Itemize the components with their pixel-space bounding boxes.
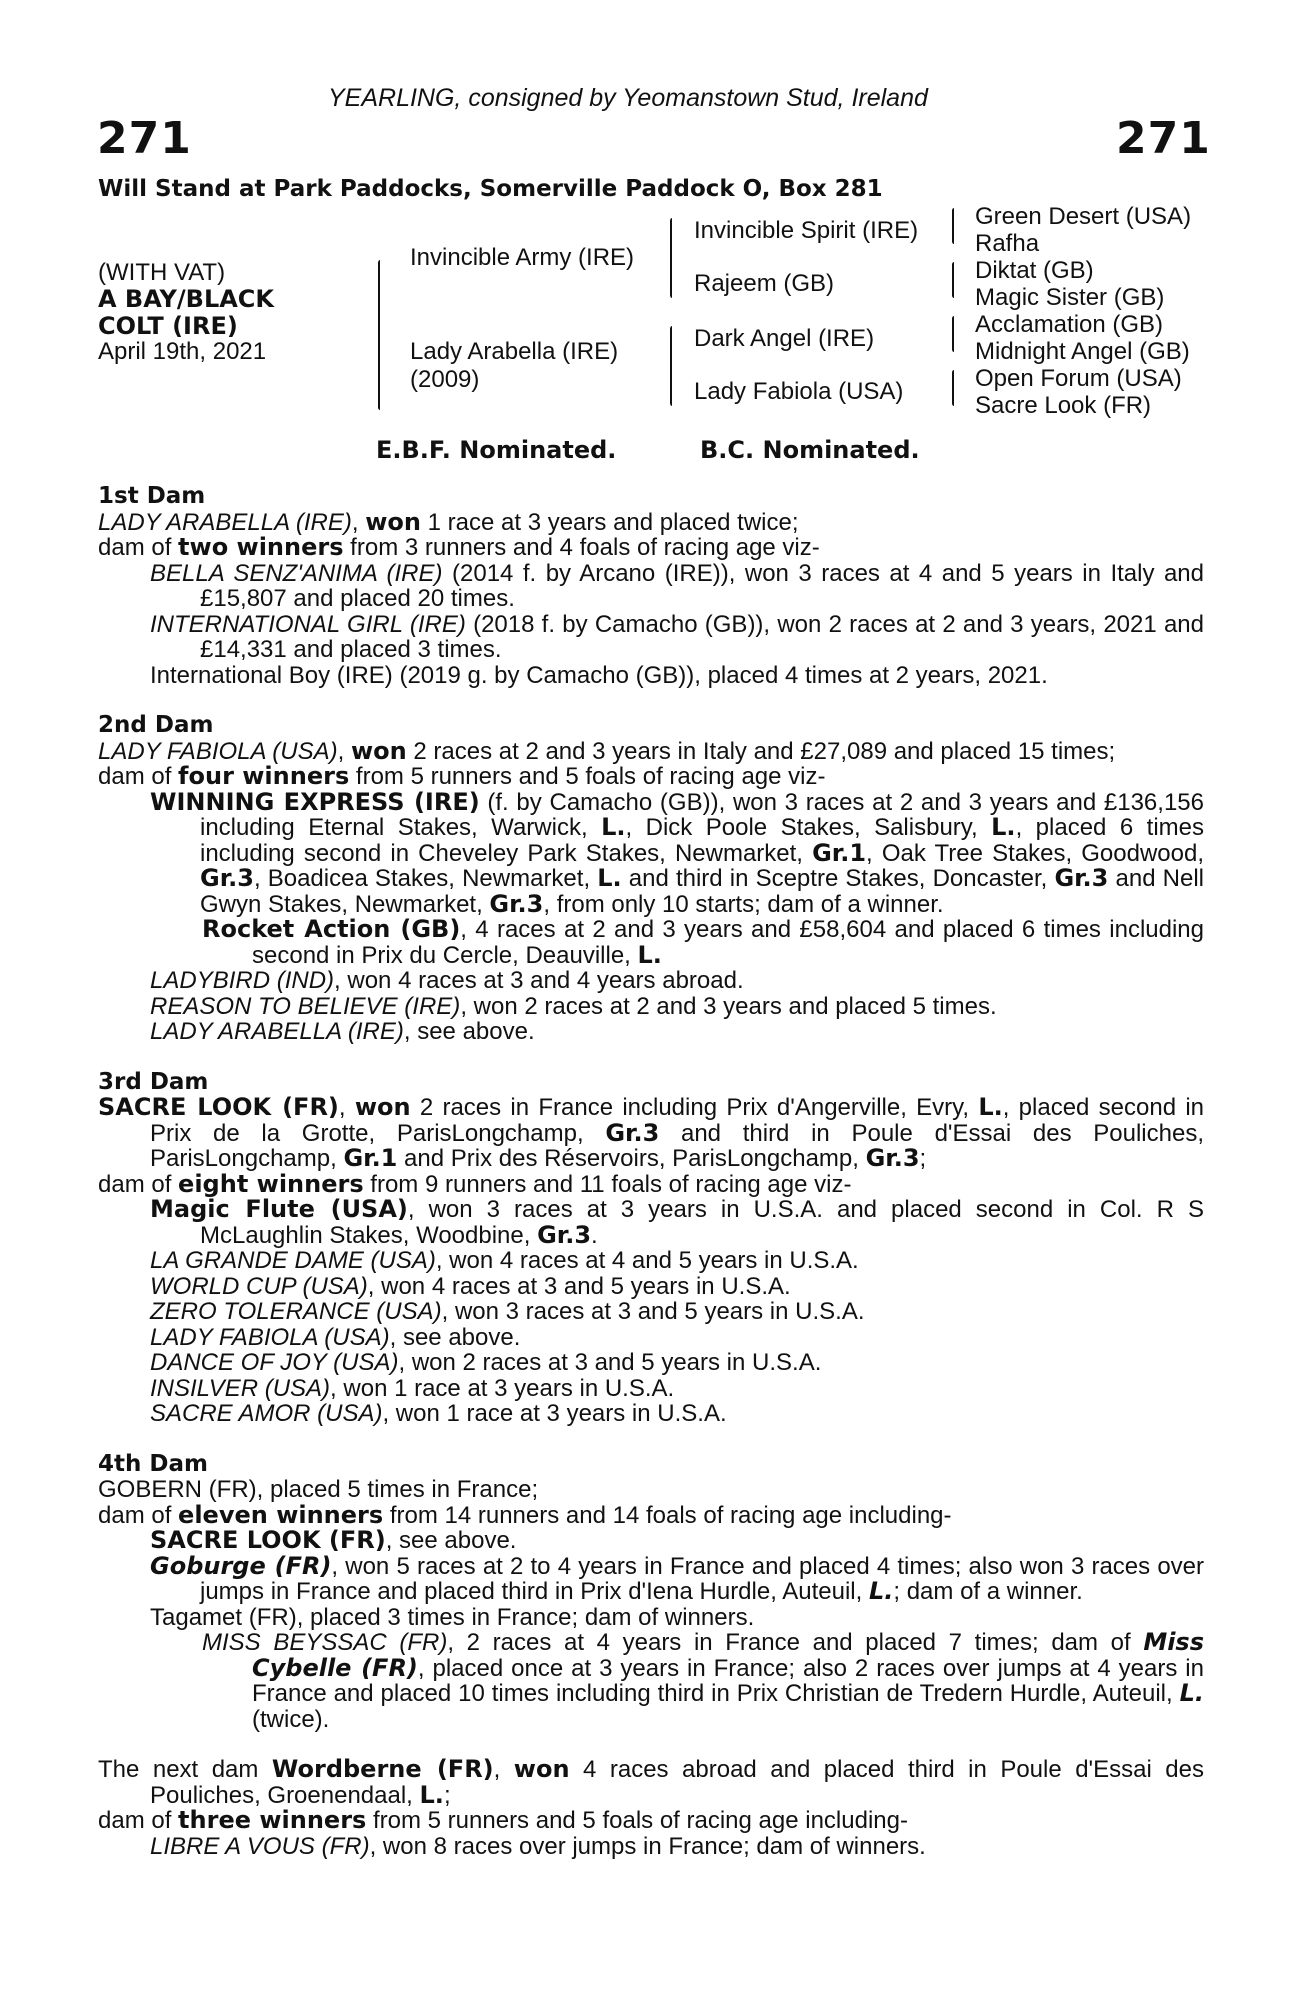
- ss-sire: Green Desert (USA): [975, 203, 1192, 230]
- pedigree-brace-dd: [952, 370, 954, 406]
- produce-name: Rocket Action (GB): [202, 915, 461, 943]
- produce-record: (2014 f. by Arcano (IRE)), won 3 races at 4 and 5 years in Italy and £15,807 and placed 20 times.: [200, 559, 1204, 612]
- produce-name: WORLD CUP (USA): [150, 1272, 368, 1300]
- pedigree-brace-main: [378, 260, 380, 410]
- group-race: Gr.1: [343, 1144, 398, 1172]
- text: , won 1 race at 3 years in U.S.A.: [382, 1400, 727, 1427]
- text: , won 4 races at 3 and 5 years in U.S.A.: [367, 1272, 791, 1300]
- text: , Boadicea Stakes, Newmarket,: [253, 865, 598, 892]
- won-bold: won: [365, 507, 421, 536]
- produce-entry: [98, 1605, 1204, 1631]
- stand-location: Will Stand at Park Paddocks, Somerville Paddock O, Box 281: [98, 176, 883, 202]
- text: and Prix des Réservoirs, ParisLongchamp,: [397, 1145, 866, 1172]
- winners-count: eleven winners: [178, 1500, 384, 1529]
- listed-race: L.: [597, 864, 622, 892]
- fourth-dam-heading: 4th Dam: [98, 1450, 208, 1477]
- produce-entry: [98, 1834, 1204, 1860]
- dam-foaled-year: (2009): [410, 366, 480, 393]
- listed-race: L.: [601, 813, 626, 841]
- winners-count: four winners: [178, 762, 350, 790]
- ds-dam: Midnight Angel (GB): [975, 338, 1190, 365]
- text: dam of: [98, 534, 179, 561]
- text: , won 3 races at 3 years in U.S.A. and placed second in Col. R S McLaughlin Stakes, Woodbine,: [200, 1196, 1204, 1249]
- text: , see above.: [403, 1018, 535, 1045]
- produce-entry: [98, 1350, 1204, 1376]
- text: , placed 6 times including second in Cheveley Park Stakes, Newmarket,: [200, 814, 1205, 867]
- second-dam-produce-summary: [98, 764, 1204, 790]
- dam-name-bold: Wordberne (FR): [271, 1755, 494, 1783]
- produce-entry: [98, 1197, 1204, 1248]
- produce-name: Goburge (FR): [150, 1551, 332, 1580]
- text: from 14 runners and 14 foals of racing age including-: [383, 1501, 952, 1529]
- won-bold: won: [350, 736, 407, 765]
- produce-name: BELLA SENZ'ANIMA (IRE): [150, 559, 443, 587]
- ebf-nomination: E.B.F. Nominated.: [376, 436, 617, 464]
- produce-name: LADY FABIOLA (USA): [150, 1323, 390, 1351]
- dam-name-bold: SACRE LOOK (FR): [98, 1093, 339, 1121]
- text: The next dam: [98, 1756, 272, 1783]
- text: , won 8 races over jumps in France; dam of winners.: [369, 1832, 926, 1860]
- pedigree-brace-sd: [952, 262, 954, 298]
- listed-race: L.: [419, 1780, 444, 1809]
- text: , Oak Tree Stakes, Goodwood,: [866, 839, 1204, 867]
- produce-entry: [98, 787, 1205, 918]
- text: and Nell Gwyn Stakes, Newmarket,: [200, 865, 1205, 918]
- produce-name: REASON TO BELIEVE (IRE): [150, 992, 461, 1020]
- produce-entry: [98, 1299, 1204, 1325]
- produce-name: SACRE AMOR (USA): [150, 1400, 383, 1427]
- produce-entry: [98, 1401, 1204, 1427]
- produce-entry: [98, 1325, 1204, 1351]
- text: , see above.: [389, 1323, 521, 1351]
- text: , won 5 races at 2 to 4 years in France and placed 4 times; also won 3 races over jumps in France and placed third in Prix d'Iena Hurdle, Auteuil,: [200, 1552, 1205, 1605]
- text: dam of: [98, 1501, 179, 1529]
- listed-race: L.: [991, 813, 1016, 841]
- text: ,: [337, 737, 351, 765]
- dam-name-italic: LADY ARABELLA (IRE): [98, 508, 352, 536]
- won-bold: won: [354, 1093, 411, 1121]
- text: 1 race at 3 years and placed twice;: [420, 508, 799, 536]
- third-dam-heading: 3rd Dam: [98, 1068, 209, 1095]
- group-race: Gr.3: [489, 889, 544, 918]
- text: , won 2 races at 3 and 5 years in U.S.A.: [398, 1349, 822, 1376]
- pedigree-brace-dam: [670, 326, 672, 406]
- ss-dam: Rafha: [975, 230, 1040, 257]
- produce-record: International Boy (IRE) (2019 g. by Camacho (GB)), placed 4 times at 2 years, 2021.: [150, 661, 1048, 689]
- next-dam-summary: [98, 1757, 1204, 1808]
- produce-name: LADYBIRD (IND): [150, 967, 335, 994]
- text: from 5 runners and 5 foals of racing age including-: [366, 1807, 908, 1834]
- text: 2 races in France including Prix d'Angerville, Evry,: [410, 1094, 979, 1121]
- text: 4 races abroad and placed third in Poule d'Essai des Pouliches, Groenendaal,: [150, 1756, 1204, 1809]
- text: (f. by Camacho (GB)), won 3 races at 2 and 3 years and £136,156 including Eternal Stakes, Warwick,: [200, 788, 1204, 841]
- third-dam-produce-summary: [98, 1169, 1204, 1198]
- produce-entry: [98, 1274, 1204, 1300]
- produce-name: SACRE LOOK (FR): [150, 1526, 386, 1554]
- text: , won 4 races at 4 and 5 years in U.S.A.: [435, 1247, 859, 1274]
- produce-name: LADY ARABELLA (IRE): [150, 1018, 404, 1045]
- listed-race: L.: [868, 1577, 894, 1605]
- second-dam-summary: [98, 736, 1204, 765]
- produce-entry: [98, 968, 1204, 994]
- produce-name: DANCE OF JOY (USA): [150, 1349, 399, 1376]
- text: ,: [351, 508, 366, 536]
- dam-dam: Lady Fabiola (USA): [694, 378, 904, 405]
- produce-name: WINNING EXPRESS (IRE): [150, 787, 480, 816]
- dd-dam: Sacre Look (FR): [975, 392, 1152, 419]
- horse-description-line1: A BAY/BLACK: [98, 285, 275, 313]
- winners-count: three winners: [178, 1806, 367, 1834]
- text: , see above.: [385, 1527, 517, 1554]
- text: , won 4 races at 3 and 4 years abroad.: [334, 967, 744, 994]
- won-bold: won: [513, 1755, 570, 1783]
- group-race: Gr.1: [812, 838, 867, 867]
- produce-entry: [98, 1528, 1204, 1554]
- sire-dam: Rajeem (GB): [694, 270, 835, 297]
- text: 2 races at 2 and 3 years in Italy and £27,089 and placed 15 times;: [406, 737, 1116, 765]
- consignment-line: YEARLING, consigned by Yeomanstown Stud, Ireland: [328, 84, 928, 112]
- produce-entry: [98, 612, 1204, 663]
- dd-sire: Open Forum (USA): [975, 365, 1182, 392]
- text: from 5 runners and 5 foals of racing age viz-: [349, 763, 826, 790]
- bc-nomination: B.C. Nominated.: [700, 436, 920, 464]
- text: dam of: [98, 763, 179, 790]
- winners-count: eight winners: [178, 1169, 364, 1198]
- lot-number-left: 271: [97, 113, 192, 164]
- produce-record: (2018 f. by Camacho (GB)), won 2 races at 2 and 3 years, 2021 and £14,331 and placed 3 times.: [200, 610, 1204, 663]
- group-race: Gr.3: [537, 1220, 592, 1249]
- listed-race: L.: [978, 1093, 1003, 1121]
- produce-name: LIBRE A VOUS (FR): [150, 1832, 370, 1860]
- produce-name: ZERO TOLERANCE (USA): [150, 1298, 442, 1325]
- text: .: [591, 1221, 598, 1249]
- dam-sire: Dark Angel (IRE): [694, 325, 875, 352]
- produce-record: Tagamet (FR), placed 3 times in France; dam of winners.: [150, 1603, 755, 1631]
- text: and third in Sceptre Stakes, Doncaster,: [621, 865, 1055, 892]
- sire-sire: Invincible Spirit (IRE): [694, 217, 919, 244]
- produce-entry: [98, 663, 1204, 689]
- next-dam-produce-summary: [98, 1808, 1204, 1834]
- listed-race: L.: [637, 940, 662, 969]
- horse-description-line2: COLT (IRE): [98, 312, 238, 340]
- pedigree-brace-ss: [952, 208, 954, 244]
- fourth-dam-summary: GOBERN (FR), placed 5 times in France;: [98, 1476, 539, 1503]
- winners-count: two winners: [178, 533, 344, 561]
- dam-name: Lady Arabella (IRE): [410, 338, 619, 365]
- first-dam-heading: 1st Dam: [98, 483, 206, 509]
- dam-name-italic: LADY FABIOLA (USA): [98, 737, 338, 765]
- ds-sire: Acclamation (GB): [975, 311, 1164, 338]
- text: from 9 runners and 11 foals of racing age viz-: [363, 1170, 852, 1198]
- text: , won 1 race at 3 years in U.S.A.: [330, 1374, 675, 1402]
- produce-entry: [98, 561, 1204, 612]
- text: (twice).: [252, 1705, 330, 1733]
- fourth-dam-produce-summary: [98, 1500, 1204, 1529]
- listed-race: L.: [1179, 1679, 1204, 1707]
- produce-entry: [98, 1551, 1205, 1605]
- text: dam of: [98, 1170, 179, 1198]
- first-dam-summary: [98, 507, 1204, 536]
- lot-number-right: 271: [1116, 113, 1211, 164]
- catalogue-body: [98, 484, 1204, 1859]
- text: , 2 races at 4 years in France and placed 7 times; dam of: [447, 1629, 1144, 1656]
- text: and third in Poule d'Essai des Pouliches, ParisLongchamp,: [150, 1119, 1205, 1172]
- text: , placed once at 3 years in France; also 2 races over jumps at 4 years in France and placed 10 times including third in Prix Christian de Tredern Hurdle, Auteuil,: [252, 1654, 1204, 1707]
- produce-name: Magic Flute (USA): [150, 1195, 408, 1223]
- second-dam-heading: 2nd Dam: [98, 712, 214, 738]
- group-race: Gr.3: [605, 1118, 660, 1147]
- text: ; dam of a winner.: [893, 1578, 1083, 1605]
- sd-sire: Diktat (GB): [975, 257, 1094, 284]
- produce-entry: [98, 1248, 1204, 1274]
- produce-entry: [98, 994, 1204, 1020]
- sd-dam: Magic Sister (GB): [975, 284, 1165, 311]
- text: , Dick Poole Stakes, Salisbury,: [625, 814, 992, 841]
- produce-name: MISS BEYSSAC (FR): [202, 1629, 448, 1656]
- text: , won 3 races at 3 and 5 years in U.S.A.: [441, 1298, 865, 1325]
- grandproduce-entry: [98, 917, 1204, 968]
- produce-entry: [98, 1019, 1204, 1045]
- third-dam-summary: [98, 1095, 1204, 1172]
- text: ;: [919, 1145, 927, 1172]
- first-dam-produce-summary: [98, 535, 1204, 561]
- produce-name: INSILVER (USA): [150, 1374, 331, 1402]
- text: ,: [493, 1756, 514, 1783]
- text: , from only 10 starts; dam of a winner.: [543, 890, 944, 918]
- text: , 4 races at 2 and 3 years and £58,604 and placed 6 times including second in Prix du Cercle, Deauville,: [252, 916, 1204, 969]
- text: ;: [443, 1781, 451, 1809]
- group-race: Gr.3: [865, 1144, 920, 1172]
- text: from 3 runners and 4 foals of racing age viz-: [343, 534, 820, 561]
- vat-note: (WITH VAT): [98, 259, 226, 286]
- grandproduce-entry: [98, 1630, 1204, 1732]
- text: , placed second in Prix de la Grotte, ParisLongchamp,: [150, 1094, 1205, 1147]
- pedigree-brace-ds: [952, 316, 954, 352]
- text: ,: [338, 1094, 355, 1121]
- text: , won 2 races at 2 and 3 years and placed 5 times.: [460, 992, 997, 1020]
- text: dam of: [98, 1807, 179, 1834]
- foaling-date: April 19th, 2021: [98, 338, 267, 365]
- produce-entry: [98, 1376, 1204, 1402]
- produce-name: INTERNATIONAL GIRL (IRE): [150, 610, 466, 638]
- sire-name: Invincible Army (IRE): [410, 244, 635, 271]
- pedigree-brace-sire: [670, 218, 672, 298]
- group-race: Gr.3: [1054, 864, 1109, 892]
- group-race: Gr.3: [200, 864, 254, 892]
- produce-name: LA GRANDE DAME (USA): [150, 1247, 436, 1274]
- produce-name: Miss Cybelle (FR): [252, 1628, 1204, 1682]
